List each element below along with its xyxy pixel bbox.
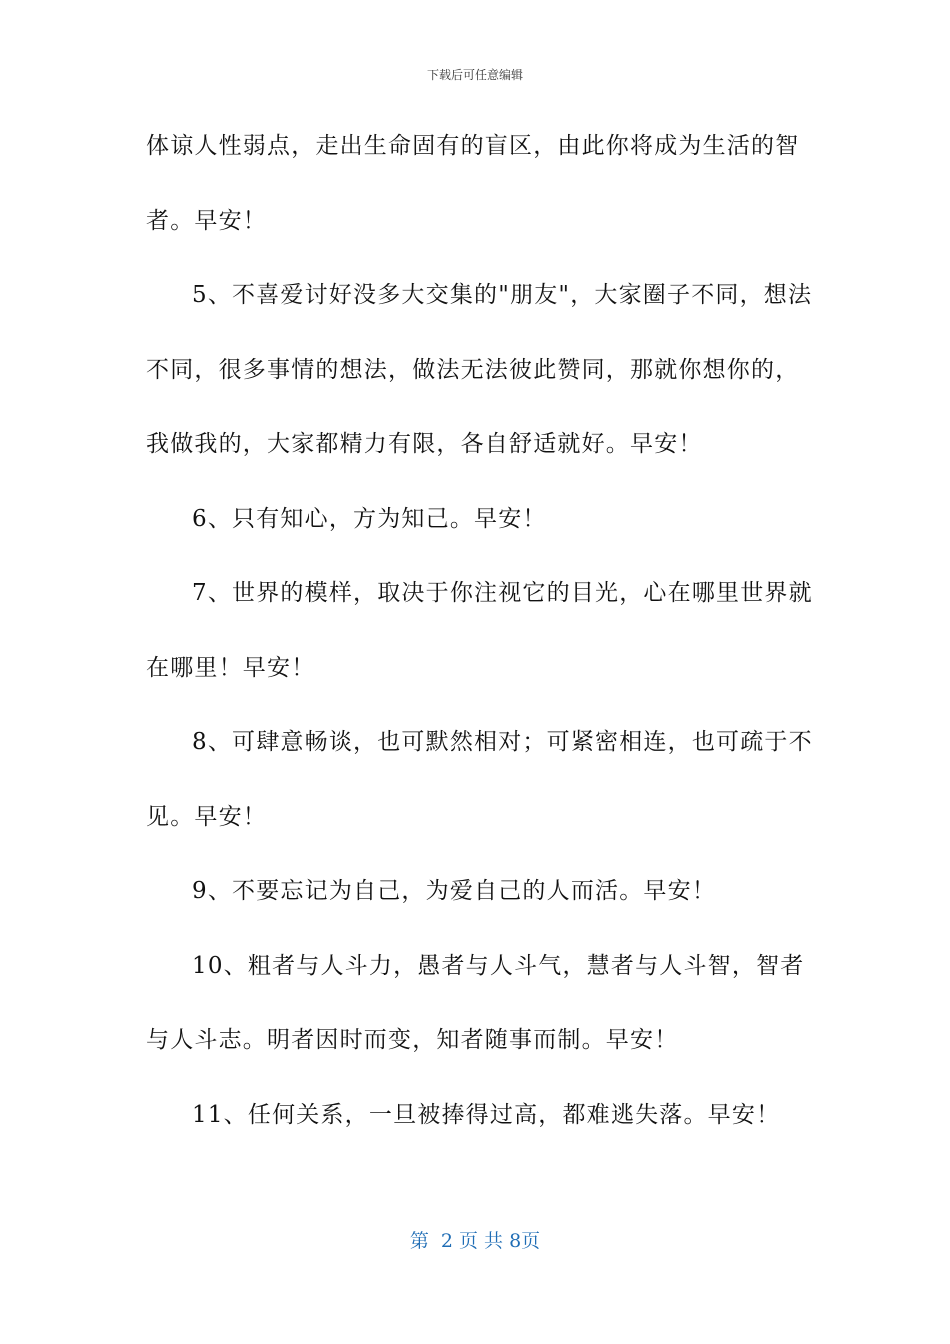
- paragraph-7-start: 7、世界的模样，取决于你注视它的目光，心在哪里世界就: [192, 580, 813, 606]
- text-line: 与人斗志。明者因时而变，知者随事而制。早安！: [146, 1027, 679, 1053]
- text-line: 者。早安！: [146, 207, 267, 234]
- text-line: 我做我的，大家都精力有限，各自舒适就好。早安！: [146, 431, 703, 457]
- paragraph-9-start: 9、不要忘记为自己，为爱自己的人而活。早安！: [192, 878, 717, 904]
- paragraph-11-start: 11、任何关系，一旦被捧得过高，都难逃失落。早安！: [192, 1101, 781, 1128]
- text-line: 见。早安！: [146, 803, 267, 830]
- paragraph-5-start: 5、不喜爱讨好没多大交集的"朋友"，大家圈子不同，想法: [192, 282, 813, 308]
- page-header: 下载后可任意编辑: [426, 68, 523, 82]
- page-footer: 第 2 页 共 8页: [409, 1230, 541, 1252]
- paragraph-10-start: 10、粗者与人斗力，愚者与人斗气，慧者与人斗智，智者: [192, 952, 805, 979]
- paragraph-8-start: 8、可肆意畅谈，也可默然相对；可紧密相连，也可疏于不: [192, 729, 813, 755]
- document-body: [146, 122, 813, 1165]
- text-line: 不同，很多事情的想法，做法无法彼此赞同，那就你想你的，: [146, 356, 800, 383]
- paragraph-6-start: 6、只有知心，方为知己。早安！: [192, 505, 547, 532]
- text-line: 体谅人性弱点，走出生命固有的盲区，由此你将成为生活的智: [146, 133, 800, 159]
- text-line: 在哪里！早安！: [146, 654, 316, 681]
